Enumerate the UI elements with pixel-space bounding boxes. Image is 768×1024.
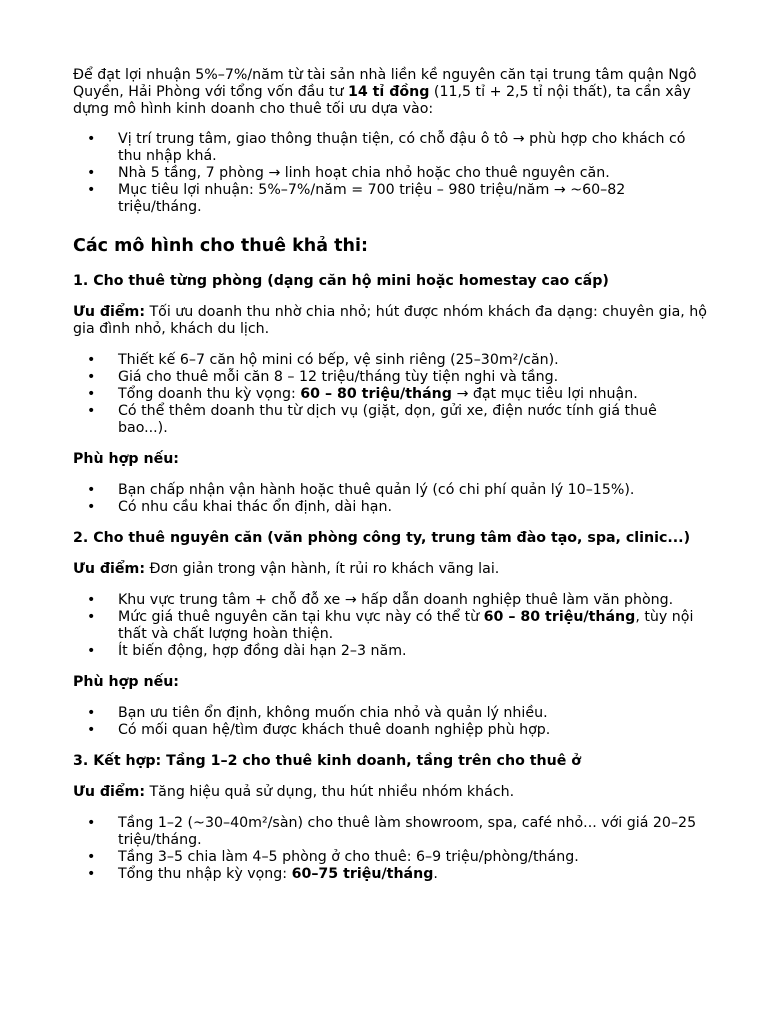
list-item: • Bạn ưu tiên ổn định, không muốn chia nhỏ và quản lý nhiều. [73, 705, 708, 722]
model-1-fit-label: Phù hợp nếu: [73, 451, 179, 467]
model-2-title: 2. Cho thuê nguyên căn (văn phòng công ty, trung tâm đào tạo, spa, clinic...) [73, 530, 691, 546]
income-highlight: 60–75 triệu/tháng [291, 866, 434, 882]
price-highlight: 60 – 80 triệu/tháng [483, 609, 636, 625]
bullet-text: Tổng doanh thu kỳ vọng: [118, 386, 301, 402]
list-item: • Bạn chấp nhận vận hành hoặc thuê quản lý (có chi phí quản lý 10–15%). [73, 482, 708, 499]
list-item [73, 866, 708, 883]
list-item [73, 609, 708, 643]
model-1-advantages [73, 304, 708, 338]
model-3-bullet-list [73, 815, 708, 883]
list-item: • Có nhu cầu khai thác ổn định, dài hạn. [73, 499, 708, 516]
model-3-title: 3. Kết hợp: Tầng 1–2 cho thuê kinh doanh, tầng trên cho thuê ở [73, 753, 582, 769]
list-item: • Khu vực trung tâm + chỗ đỗ xe → hấp dẫn doanh nghiệp thuê làm văn phòng. [73, 592, 708, 609]
advantages-text: Tăng hiệu quả sử dụng, thu hút nhiều nhóm khách. [145, 784, 515, 800]
list-item: • Giá cho thuê mỗi căn 8 – 12 triệu/tháng tùy tiện nghi và tầng. [73, 369, 708, 386]
model-2-fit-list [73, 705, 708, 739]
bullet-text: , tùy nội thất và chất lượng hoàn thiện. [118, 609, 694, 642]
list-item: • Ít biến động, hợp đồng dài hạn 2–3 năm. [73, 643, 708, 660]
list-item [73, 386, 708, 403]
intro-investment-amount: 14 tỉ đồng [347, 84, 430, 100]
model-1-fit-list [73, 482, 708, 516]
advantages-text: Tối ưu doanh thu nhờ chia nhỏ; hút được nhóm khách đa dạng: chuyên gia, hộ gia đình nhỏ, khách du lịch. [73, 304, 707, 337]
intro-text-2: (11,5 tỉ + 2,5 tỉ nội thất), ta cần xây dựng mô hình kinh doanh cho thuê tối ưu dựa vào: [73, 84, 691, 117]
list-item: • Tầng 1–2 (~30–40m²/sàn) cho thuê làm showroom, spa, café nhỏ... với giá 20–25 triệu/tháng. [73, 815, 708, 849]
list-item: • Tầng 3–5 chia làm 4–5 phòng ở cho thuê: 6–9 triệu/phòng/tháng. [73, 849, 708, 866]
advantages-label: Ưu điểm: [73, 304, 145, 320]
bullet-text: Tổng thu nhập kỳ vọng: [118, 866, 292, 882]
list-item: • Vị trí trung tâm, giao thông thuận tiện, có chỗ đậu ô tô → phù hợp cho khách có thu nhập khá. [73, 131, 708, 165]
model-1-bullet-list [73, 352, 708, 437]
section-heading: Các mô hình cho thuê khả thi: [73, 236, 368, 256]
intro-text-1: Để đạt lợi nhuận 5%–7%/năm từ tài sản nhà liền kề nguyên căn tại trung tâm quận Ngô Quyền, Hải Phòng với tổng vốn đầu tư [73, 67, 697, 100]
model-1-title: 1. Cho thuê từng phòng (dạng căn hộ mini hoặc homestay cao cấp) [73, 273, 609, 289]
revenue-highlight: 60 – 80 triệu/tháng [300, 386, 452, 402]
model-2-fit-label: Phù hợp nếu: [73, 674, 179, 690]
list-item: • Mục tiêu lợi nhuận: 5%–7%/năm = 700 triệu – 980 triệu/năm → ~60–82 triệu/tháng. [73, 182, 708, 216]
list-item: • Có thể thêm doanh thu từ dịch vụ (giặt, dọn, gửi xe, điện nước tính giá thuê bao...). [73, 403, 708, 437]
bullet-text: → đạt mục tiêu lợi nhuận. [451, 386, 638, 402]
intro-bullet-list [73, 131, 708, 216]
intro-paragraph [73, 67, 708, 118]
advantages-text: Đơn giản trong vận hành, ít rủi ro khách vãng lai. [145, 561, 500, 577]
bullet-text: Mức giá thuê nguyên căn tại khu vực này có thể từ [118, 609, 484, 625]
model-2-bullet-list [73, 592, 708, 660]
list-item: • Có mối quan hệ/tìm được khách thuê doanh nghiệp phù hợp. [73, 722, 708, 739]
advantages-label: Ưu điểm: [73, 561, 145, 577]
list-item: • Thiết kế 6–7 căn hộ mini có bếp, vệ sinh riêng (25–30m²/căn). [73, 352, 708, 369]
bullet-text: . [433, 866, 438, 882]
model-3-advantages [73, 784, 708, 801]
model-2-advantages [73, 561, 708, 578]
list-item: • Nhà 5 tầng, 7 phòng → linh hoạt chia nhỏ hoặc cho thuê nguyên căn. [73, 165, 708, 182]
advantages-label: Ưu điểm: [73, 784, 145, 800]
